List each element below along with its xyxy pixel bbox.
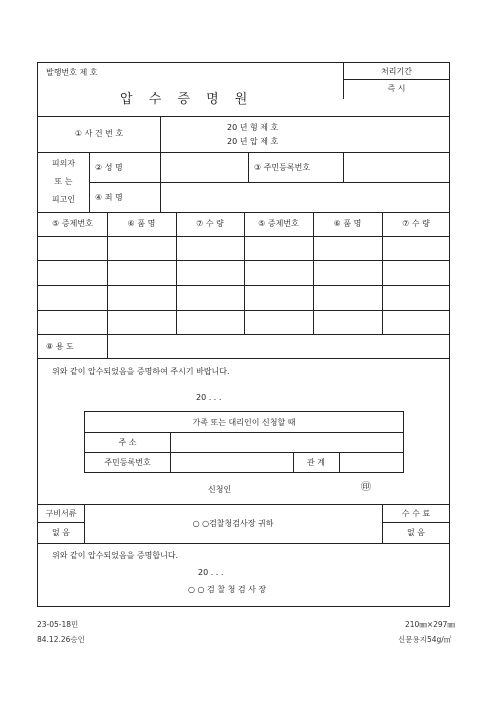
processing-period-value: 즉 시: [387, 84, 406, 93]
request-text: 위와 같이 압수되었음을 증명하여 주시기 바랍니다.: [52, 367, 230, 376]
name-label: ② 성 명: [95, 163, 123, 172]
agent-rrn-label: 주민등록번호: [104, 458, 151, 467]
suspect-label-2: 또 는: [54, 177, 73, 186]
paper-size: 210㎜×297㎜: [405, 620, 455, 629]
col-item-name-2: ⑥ 품 명: [333, 219, 362, 228]
purpose-label: ⑧ 용 도: [46, 342, 74, 351]
suspect-label-3: 피고인: [51, 195, 76, 204]
documents-value: 없 음: [52, 528, 70, 537]
certify-text: 위와 같이 압수되었음을 증명합니다.: [52, 551, 179, 560]
agent-address-label: 주 소: [118, 438, 137, 447]
col-item-name-1: ⑥ 품 명: [127, 219, 156, 228]
crime-label: ④ 죄 명: [95, 193, 123, 202]
issuer: ○ ○ 검 찰 청 검 사 장: [188, 585, 267, 594]
case-number-label: ① 사 건 번 호: [74, 129, 124, 138]
documents-label: 구비서류: [45, 509, 77, 518]
paper-spec: 신문용지54g/㎡: [398, 635, 452, 644]
col-exhibit-no-1: ⑤ 증제번호: [52, 219, 93, 228]
applicant-label: 신청인: [208, 485, 232, 494]
addressee: ○ ○검찰청검사장 귀하: [192, 519, 274, 528]
certify-date: 20 . . .: [198, 568, 224, 577]
request-date: 20 . . .: [196, 393, 222, 402]
suspect-label-1: 피의자: [51, 159, 76, 168]
col-exhibit-no-2: ⑤ 증제번호: [258, 219, 299, 228]
approval-date: 84.12.26승인: [37, 635, 85, 644]
fee-label: 수 수 료: [401, 509, 431, 518]
case-number-line-2: 20 년 압 제 호: [227, 137, 279, 146]
rrn-label: ③ 주민등록번호: [254, 163, 311, 172]
issue-number: 발행번호 제 호: [46, 68, 98, 77]
processing-period-label: 처리기간: [381, 67, 412, 76]
agent-relation-label: 관 계: [307, 458, 325, 467]
agent-heading: 가족 또는 대리인이 신청할 때: [192, 418, 296, 427]
certificate-form: [37, 62, 450, 607]
fee-value: 없 음: [407, 528, 425, 537]
col-quantity-1: ⑦ 수 량: [196, 219, 224, 228]
agent-table: [84, 411, 404, 473]
case-number-line-1: 20 년 형 제 호: [227, 123, 279, 132]
seal-mark: ㊞: [361, 482, 371, 493]
form-code: 23-05-18민: [37, 620, 79, 629]
col-quantity-2: ⑦ 수 량: [402, 219, 430, 228]
form-title: 압 수 증 명 원: [120, 92, 254, 107]
